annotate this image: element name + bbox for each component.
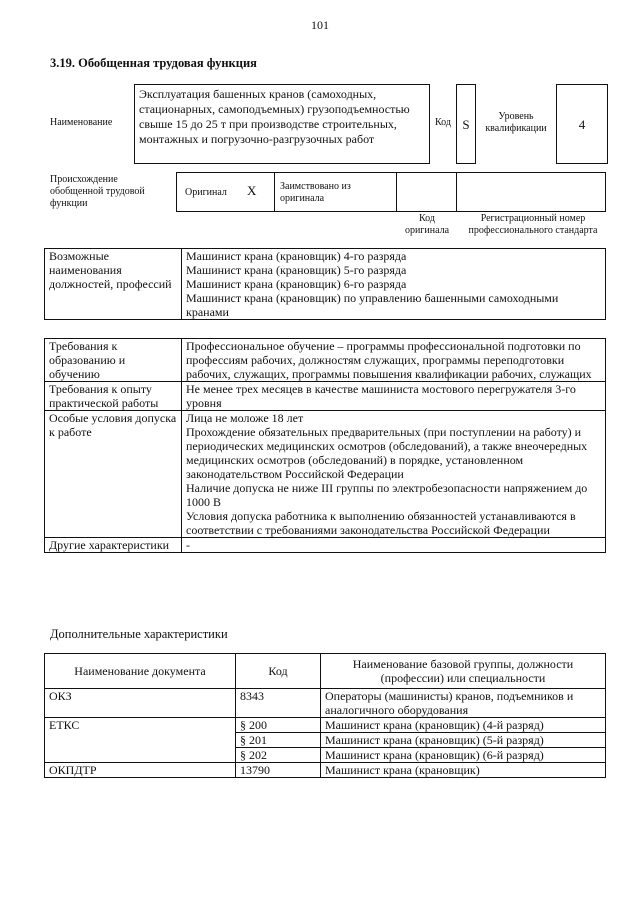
condition-item: Прохождение обязательных предварительных (при поступлении на работу) и периодических медицинских осмотров (обследований), а также внеочередных медицинских осмотров (обследований) в порядке, установленном законодательством Российской Федерации: [186, 425, 588, 481]
reg-number-cell: [457, 173, 605, 211]
education-label: Требования к образованию и обучению: [45, 339, 182, 382]
position-item: Машинист крана (крановщик) 6-го разряда: [186, 277, 407, 291]
original-mark: X: [247, 183, 257, 198]
table-row: [45, 339, 606, 382]
position-item: Машинист крана (крановщик) по управлению башенными самоходными кранами: [186, 291, 559, 319]
code-cell: § 200: [236, 718, 321, 733]
other-label: Другие характеристики: [45, 538, 182, 553]
page-number: 101: [311, 18, 329, 32]
group-name-cell: Машинист крана (крановщик) (4-й разряд): [321, 718, 606, 733]
condition-item: Наличие допуска не ниже III группы по электробезопасности напряжением до 1000 В: [186, 481, 588, 509]
column-header: Код: [236, 654, 321, 689]
code-original-cell: [397, 173, 457, 211]
doc-name-cell: ЕТКС: [45, 718, 236, 763]
origin-table: [176, 172, 606, 212]
code-cell: 13790: [236, 763, 321, 778]
code-cell: § 201: [236, 733, 321, 748]
code-original-caption: Код оригинала: [404, 213, 450, 236]
table-row: [45, 689, 606, 718]
condition-item: Лица не моложе 18 лет: [186, 411, 304, 425]
code-cell: 8343: [236, 689, 321, 718]
level-value: 4: [556, 84, 608, 164]
experience-label: Требования к опыту практической работы: [45, 382, 182, 411]
borrowed-label: Заимствовано из оригинала: [275, 173, 397, 211]
positions-list: [182, 249, 606, 320]
extra-title: Дополнительные характеристики: [50, 627, 228, 641]
origin-label: Происхождение обобщенной трудовой функции: [50, 174, 145, 209]
code-value: S: [456, 84, 476, 164]
position-item: Машинист крана (крановщик) 5-го разряда: [186, 263, 407, 277]
doc-name-cell: ОКПДТР: [45, 763, 236, 778]
conditions-value: [182, 411, 606, 538]
column-header: Наименование базовой группы, должности (профессии) или специальности: [321, 654, 606, 689]
conditions-label: Особые условия допуска к работе: [45, 411, 182, 538]
group-name-cell: Машинист крана (крановщик) (5-й разряд): [321, 733, 606, 748]
positions-label: Возможные наименования должностей, профессий: [45, 249, 182, 320]
group-name-cell: Машинист крана (крановщик) (6-й разряд): [321, 748, 606, 763]
condition-item: Условия допуска работника к выполнению обязанностей устанавливаются в соответствии с требованиями законодательства Российской Федерации: [186, 509, 576, 537]
group-name-cell: Операторы (машинисты) кранов, подъемников и аналогичного оборудования: [321, 689, 606, 718]
function-name-value: Эксплуатация башенных кранов (самоходных, стационарных, самоподъемных) грузоподъемностью свыше 15 до 25 т при производстве строительных, монтажных и погрузочно-разгрузочных работ: [134, 84, 430, 164]
column-header: Наименование документа: [45, 654, 236, 689]
other-value: -: [182, 538, 606, 553]
original-label: Оригинал: [185, 187, 227, 198]
table-header-row: [45, 654, 606, 689]
level-label: Уровень квалификации: [485, 111, 547, 134]
table-row: [45, 411, 606, 538]
code-cell: § 202: [236, 748, 321, 763]
education-value: Профессиональное обучение – программы профессиональной подготовки по профессиям рабочих, должностям служащих, программы переподготовки рабочих, служащих, программы повышения квалификации рабочих, служащих: [182, 339, 606, 382]
reg-number-caption: Регистрационный номер профессионального стандарта: [468, 213, 598, 236]
table-row: [45, 763, 606, 778]
original-cell: [177, 173, 275, 211]
experience-value: Не менее трех месяцев в качестве машиниста мостового перегружателя 3-го уровня: [182, 382, 606, 411]
name-label: Наименование: [50, 117, 113, 128]
position-item: Машинист крана (крановщик) 4-го разряда: [186, 249, 407, 263]
requirements-table: [44, 338, 606, 553]
group-name-cell: Машинист крана (крановщик): [321, 763, 606, 778]
table-row: [45, 718, 606, 733]
section-title: 3.19. Обобщенная трудовая функция: [50, 56, 257, 70]
extra-table: [44, 653, 606, 778]
table-row: [45, 538, 606, 553]
positions-table: [44, 248, 606, 320]
code-label: Код: [435, 117, 451, 128]
doc-name-cell: ОКЗ: [45, 689, 236, 718]
table-row: [45, 382, 606, 411]
